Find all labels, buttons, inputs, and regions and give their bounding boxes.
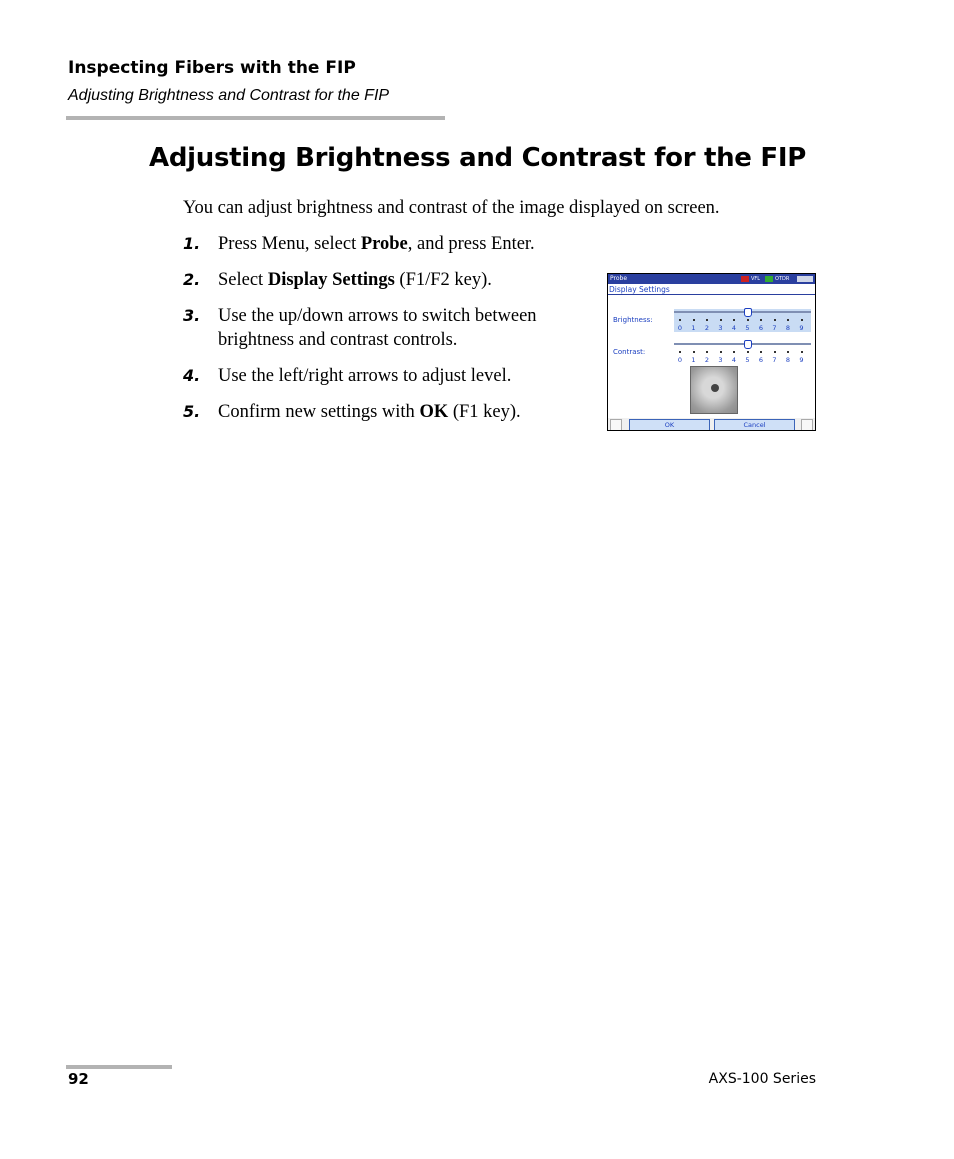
brightness-tick-label: 9 xyxy=(799,324,804,332)
step-text: Confirm new settings with xyxy=(218,402,420,422)
header-rule xyxy=(66,116,445,120)
brightness-tick-mark xyxy=(747,319,749,321)
vfl-label: VFL xyxy=(751,276,761,282)
step-text-end: (F1 key). xyxy=(448,402,521,422)
contrast-tick-mark xyxy=(720,351,722,353)
contrast-slider-thumb[interactable] xyxy=(744,340,752,349)
footer-rule xyxy=(66,1065,172,1069)
step-3 xyxy=(183,304,598,352)
fiber-image-preview xyxy=(690,366,738,414)
brightness-tick-label: 4 xyxy=(731,324,737,332)
section-title: Display Settings xyxy=(609,285,670,294)
step-text: Press Menu, select xyxy=(218,234,361,254)
brightness-tick-mark xyxy=(706,319,708,321)
contrast-slider-track[interactable] xyxy=(674,343,811,345)
contrast-tick-mark xyxy=(733,351,735,353)
step-4 xyxy=(183,364,603,388)
brightness-tick-mark xyxy=(760,319,762,321)
brightness-tick-label: 3 xyxy=(718,324,723,332)
vfl-status-icon xyxy=(741,276,749,282)
step-emphasis: Probe xyxy=(360,234,408,254)
softkey-blank-right[interactable] xyxy=(801,419,813,431)
contrast-tick-mark xyxy=(693,351,695,353)
section-divider xyxy=(608,294,815,295)
contrast-tick-label: 0 xyxy=(677,356,683,364)
ok-button[interactable]: OK xyxy=(629,419,710,431)
contrast-tick-mark xyxy=(787,351,789,353)
brightness-tick-label: 5 xyxy=(745,324,750,332)
step-number: 3. xyxy=(183,306,201,325)
otdr-status-icon xyxy=(765,276,773,282)
brightness-tick-mark xyxy=(720,319,722,321)
step-2 xyxy=(183,268,603,292)
brightness-tick-label: 8 xyxy=(785,324,791,332)
step-text: Use the up/down arrows to switch between brightness and contrast controls. xyxy=(218,306,537,350)
brightness-tick-label: 2 xyxy=(704,324,710,332)
brightness-tick-mark xyxy=(733,319,735,321)
contrast-tick-label: 5 xyxy=(745,356,750,364)
steps-list xyxy=(183,232,603,436)
product-series: AXS-100 Series xyxy=(708,1071,816,1087)
brightness-tick-label: 6 xyxy=(758,324,764,332)
page-number: 92 xyxy=(68,1070,89,1088)
contrast-tick-mark xyxy=(760,351,762,353)
cancel-button[interactable]: Cancel xyxy=(714,419,795,431)
contrast-tick-mark xyxy=(801,351,803,353)
brightness-tick-label: 7 xyxy=(772,324,777,332)
running-header-chapter: Inspecting Fibers with the FIP xyxy=(68,58,356,78)
step-number: 1. xyxy=(183,234,201,253)
brightness-tick-mark xyxy=(693,319,695,321)
step-emphasis: Display Settings xyxy=(267,270,395,290)
step-1 xyxy=(183,232,603,256)
brightness-tick-label: 0 xyxy=(677,324,683,332)
window-titlebar xyxy=(608,274,815,284)
contrast-tick-label: 2 xyxy=(704,356,710,364)
running-header-section: Adjusting Brightness and Contrast for the FIP xyxy=(68,87,390,104)
contrast-tick-label: 6 xyxy=(758,356,764,364)
window-title: Probe xyxy=(610,275,628,282)
step-text: Use the left/right arrows to adjust level. xyxy=(218,366,512,386)
contrast-tick-label: 9 xyxy=(799,356,804,364)
contrast-tick-mark xyxy=(747,351,749,353)
contrast-label: Contrast: xyxy=(613,348,646,356)
brightness-label: Brightness: xyxy=(613,316,653,324)
contrast-tick-label: 3 xyxy=(718,356,723,364)
brightness-tick-label: 1 xyxy=(691,324,696,332)
step-number: 4. xyxy=(183,366,201,385)
contrast-tick-label: 1 xyxy=(691,356,696,364)
page-title: Adjusting Brightness and Contrast for the FIP xyxy=(149,143,806,173)
contrast-tick-mark xyxy=(774,351,776,353)
brightness-tick-mark xyxy=(774,319,776,321)
fiber-core xyxy=(711,384,719,392)
step-text-end: (F1/F2 key). xyxy=(394,270,492,290)
step-number: 2. xyxy=(183,270,201,289)
contrast-tick-mark xyxy=(706,351,708,353)
contrast-tick-mark xyxy=(679,351,681,353)
brightness-tick-mark xyxy=(679,319,681,321)
otdr-label: OTDR xyxy=(775,276,790,282)
softkey-blank-left[interactable] xyxy=(610,419,622,431)
brightness-tick-mark xyxy=(787,319,789,321)
contrast-tick-label: 4 xyxy=(731,356,737,364)
step-5 xyxy=(183,400,603,424)
contrast-tick-label: 7 xyxy=(772,356,777,364)
step-text: Select xyxy=(218,270,268,290)
brightness-slider-track[interactable] xyxy=(674,311,811,313)
step-text-end: , and press Enter. xyxy=(407,234,535,254)
step-number: 5. xyxy=(183,402,201,421)
step-emphasis: OK xyxy=(419,402,449,422)
display-settings-screenshot xyxy=(607,273,816,431)
intro-paragraph: You can adjust brightness and contrast of the image displayed on screen. xyxy=(183,198,720,218)
contrast-tick-label: 8 xyxy=(785,356,791,364)
brightness-tick-mark xyxy=(801,319,803,321)
battery-icon xyxy=(797,276,813,282)
brightness-slider-thumb[interactable] xyxy=(744,308,752,317)
